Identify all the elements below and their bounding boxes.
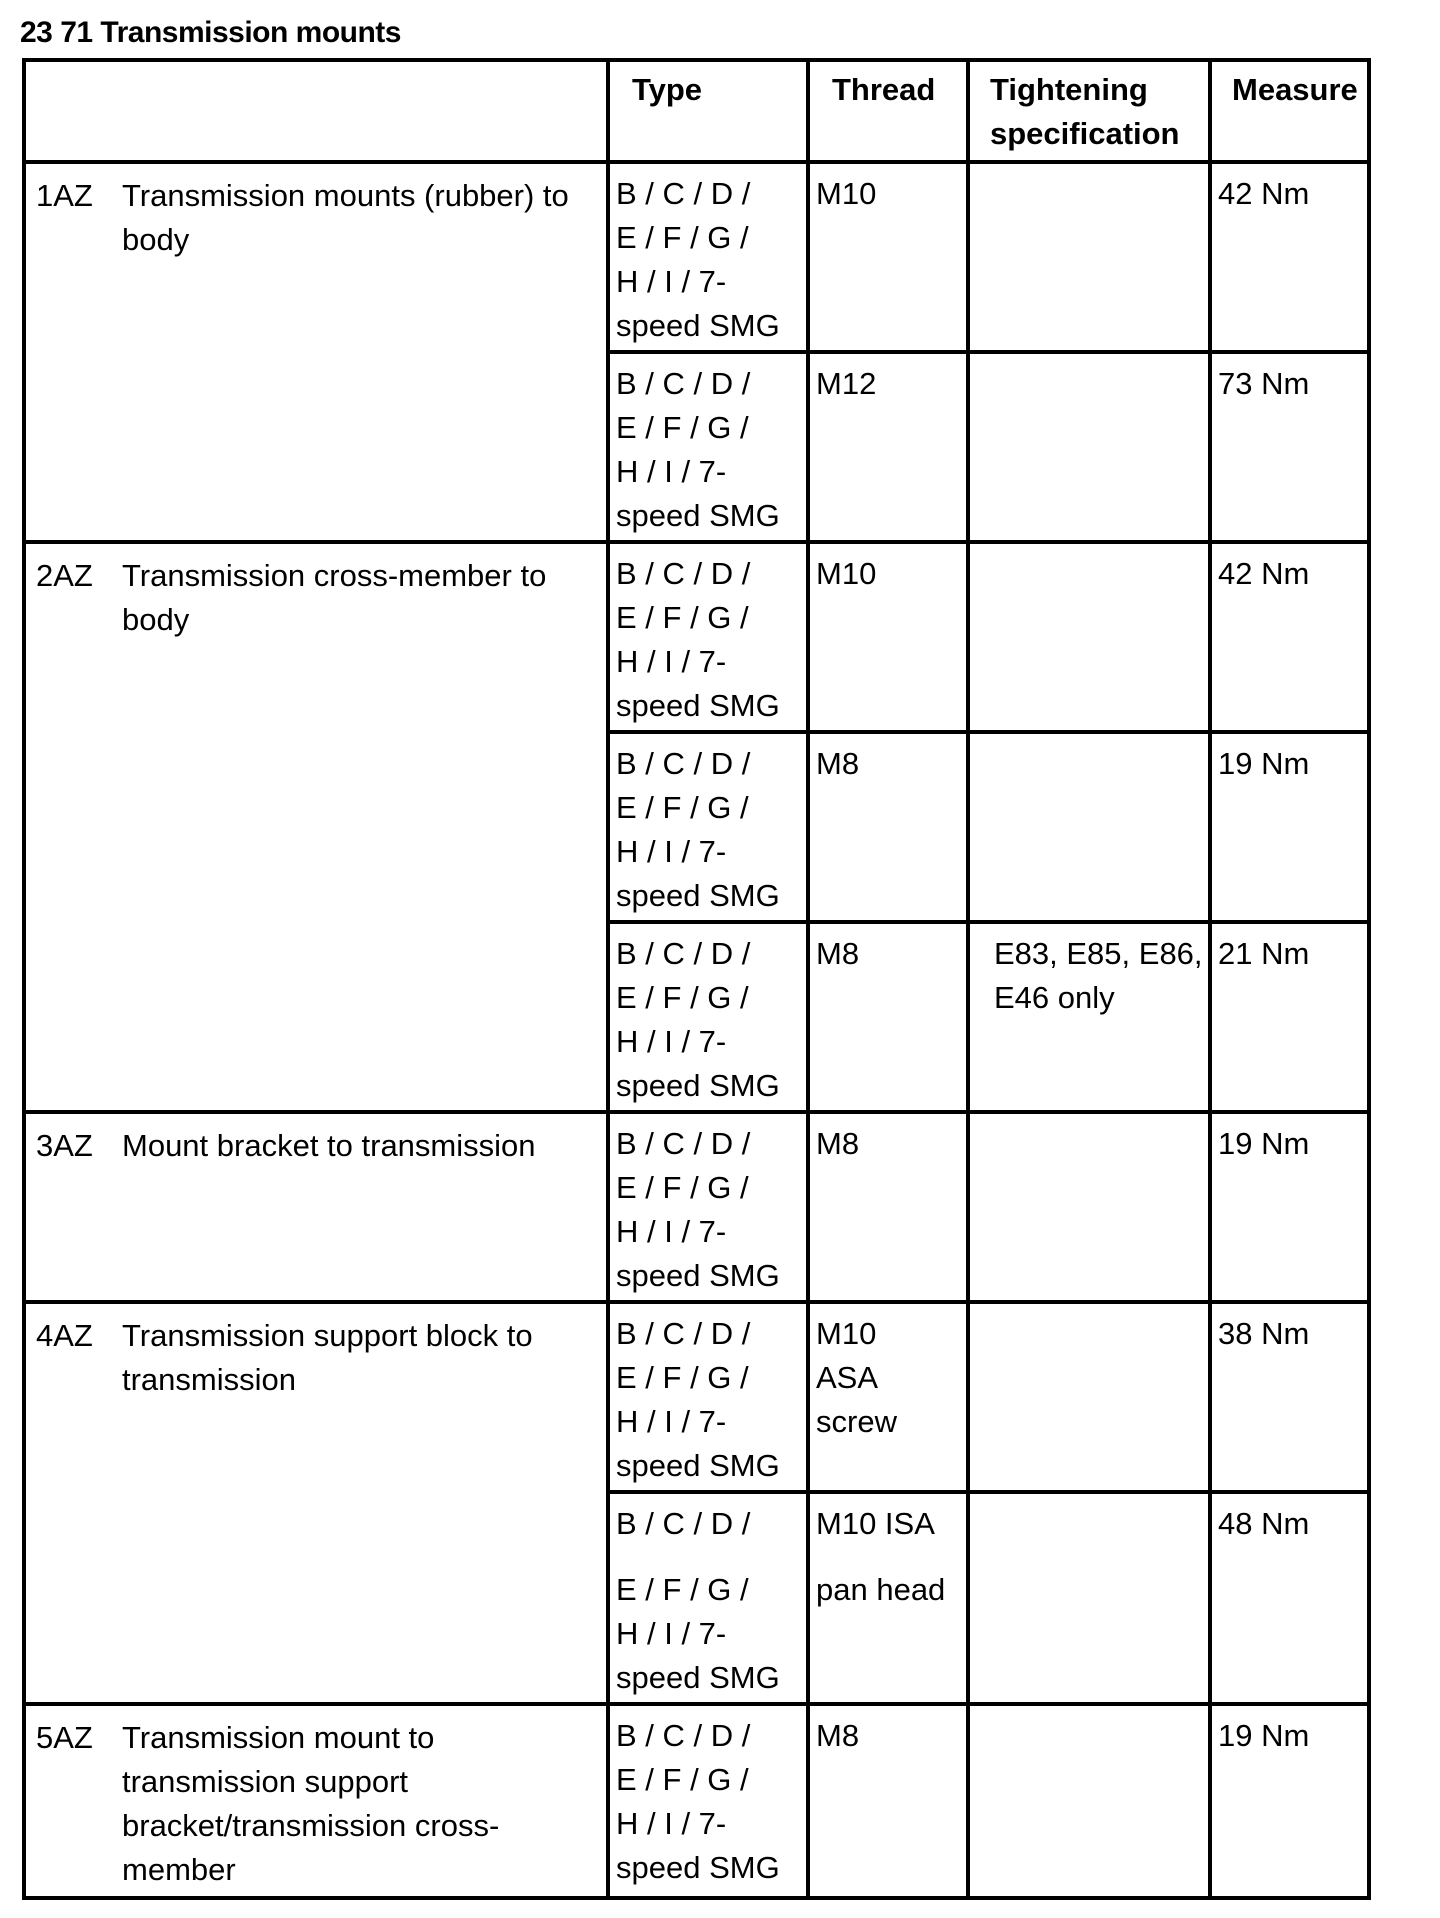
- thread-cell: M8: [808, 1704, 968, 1898]
- measure-cell: 42 Nm: [1210, 542, 1369, 732]
- description-cell: [24, 542, 608, 1112]
- type-cell: B / C / D / E / F / G / H / I / 7- speed SMG: [608, 1112, 808, 1302]
- thread-cell: [808, 1492, 968, 1704]
- measure-cell: 73 Nm: [1210, 352, 1369, 542]
- description-cell: [24, 1704, 608, 1898]
- type-cell: B / C / D / E / F / G / H / I / 7- speed SMG: [608, 352, 808, 542]
- header-type: Type: [608, 60, 808, 162]
- tightening-spec-cell: [968, 1704, 1210, 1898]
- table-row: [24, 1704, 1369, 1898]
- type-cell: B / C / D / E / F / G / H / I / 7- speed SMG: [608, 1302, 808, 1492]
- tightening-spec-cell: E83, E85, E86, E46 only: [968, 922, 1210, 1112]
- description-cell: [24, 1112, 608, 1302]
- measure-cell: 21 Nm: [1210, 922, 1369, 1112]
- item-description: Transmission mount to transmission support bracket/transmission cross-member: [122, 1720, 500, 1887]
- type-cell: B / C / D / E / F / G / H / I / 7- speed SMG: [608, 1704, 808, 1898]
- thread-cell: M10: [808, 542, 968, 732]
- header-description: [24, 60, 608, 162]
- table-row: [24, 542, 1369, 732]
- type-cell: B / C / D / E / F / G / H / I / 7- speed SMG: [608, 162, 808, 352]
- tightening-spec-cell: [968, 1112, 1210, 1302]
- type-cell: B / C / D / E / F / G / H / I / 7- speed SMG: [608, 922, 808, 1112]
- item-code: 1AZ: [36, 178, 93, 213]
- measure-cell: 19 Nm: [1210, 1112, 1369, 1302]
- thread-line-2: pan head: [816, 1572, 946, 1607]
- measure-cell: 48 Nm: [1210, 1492, 1369, 1704]
- header-thread: Thread: [808, 60, 968, 162]
- thread-cell: M8: [808, 1112, 968, 1302]
- table-row: [24, 1112, 1369, 1302]
- description-cell: [24, 162, 608, 542]
- measure-cell: 19 Nm: [1210, 1704, 1369, 1898]
- item-code: 2AZ: [36, 558, 93, 593]
- item-description: Transmission mounts (rubber) to body: [122, 178, 569, 257]
- table-row: [24, 1302, 1369, 1492]
- torque-spec-table: [22, 58, 1371, 1900]
- tightening-spec-cell: [968, 162, 1210, 352]
- type-cell: B / C / D / E / F / G / H / I / 7- speed SMG: [608, 732, 808, 922]
- item-description: Transmission cross-member to body: [122, 558, 547, 637]
- item-code: 3AZ: [36, 1128, 93, 1163]
- thread-cell: M10: [808, 162, 968, 352]
- tightening-spec-cell: [968, 1492, 1210, 1704]
- item-description: Transmission support block to transmission: [122, 1318, 533, 1397]
- header-tightening-specification: Tightening specification: [968, 60, 1210, 162]
- thread-cell: M8: [808, 732, 968, 922]
- measure-cell: 38 Nm: [1210, 1302, 1369, 1492]
- thread-line-1: M10 ISA: [816, 1506, 935, 1541]
- type-cell: B / C / D / E / F / G / H / I / 7- speed SMG: [608, 542, 808, 732]
- table-row: [24, 162, 1369, 352]
- tightening-spec-cell: [968, 1302, 1210, 1492]
- tightening-spec-cell: [968, 352, 1210, 542]
- measure-cell: 19 Nm: [1210, 732, 1369, 922]
- page-title: 23 71 Transmission mounts: [20, 16, 401, 49]
- header-measure: Measure: [1210, 60, 1369, 162]
- item-code: 4AZ: [36, 1318, 93, 1353]
- item-description: Mount bracket to transmission: [122, 1128, 536, 1163]
- tightening-spec-cell: [968, 732, 1210, 922]
- thread-cell: M12: [808, 352, 968, 542]
- item-code: 5AZ: [36, 1720, 93, 1755]
- type-cell: B / C / D / E / F / G / H / I / 7- speed SMG: [608, 1492, 808, 1704]
- tightening-spec-cell: [968, 542, 1210, 732]
- description-cell: [24, 1302, 608, 1704]
- thread-cell: M8: [808, 922, 968, 1112]
- measure-cell: 42 Nm: [1210, 162, 1369, 352]
- thread-cell: M10 ASA screw: [808, 1302, 968, 1492]
- header-row: [24, 60, 1369, 162]
